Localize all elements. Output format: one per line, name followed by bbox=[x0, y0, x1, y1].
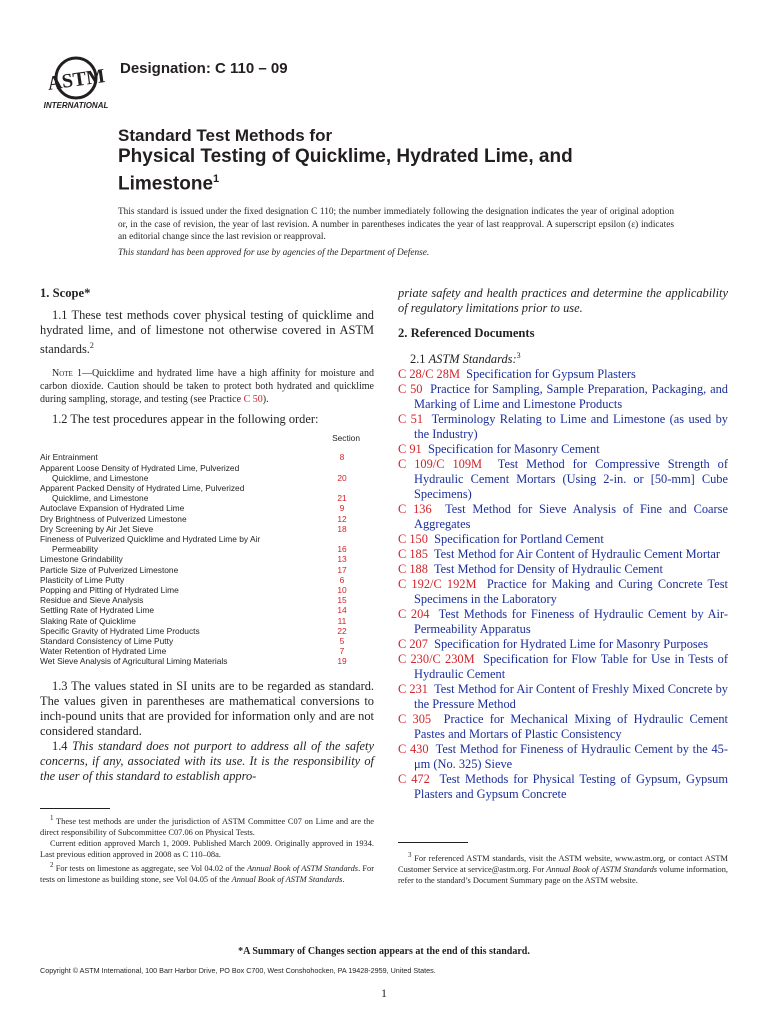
summary-notice: *A Summary of Changes section appears at the end of this standard. bbox=[238, 946, 530, 957]
reference-code[interactable]: C 430 bbox=[398, 742, 429, 757]
procedure-row bbox=[40, 503, 374, 513]
note-end: ). bbox=[262, 394, 269, 406]
reference-item[interactable] bbox=[398, 457, 728, 502]
procedure-name: Wet Sieve Analysis of Agricultural Liming Materials bbox=[40, 656, 228, 667]
reference-title[interactable]: Specification for Portland Cement bbox=[434, 532, 604, 547]
footnote-2-book-1: Annual Book of ASTM Standards bbox=[246, 863, 359, 873]
footnote-2-text-a: For tests on limestone as aggregate, see Vol 04.02 of the bbox=[53, 863, 247, 873]
procedure-row bbox=[40, 565, 374, 575]
reference-code[interactable]: C 150 bbox=[398, 532, 428, 547]
title-line-3-text: Limestone bbox=[118, 173, 214, 195]
procedure-name: Particle Size of Pulverized Limestone bbox=[40, 564, 179, 575]
scope-1-2: 1.2 The test procedures appear in the following order: bbox=[52, 412, 319, 427]
procedure-section-link[interactable]: 5 bbox=[339, 635, 345, 646]
reference-code[interactable]: C 188 bbox=[398, 562, 428, 577]
subsection-label: ASTM Standards: bbox=[428, 352, 517, 367]
procedure-name: Limestone Grindability bbox=[40, 554, 123, 565]
reference-title[interactable]: Test Method for Fineness of Hydraulic Cement by the 45-μm (No. 325) Sieve bbox=[414, 742, 728, 772]
reference-item[interactable] bbox=[398, 682, 728, 712]
procedure-section-link[interactable]: 10 bbox=[337, 584, 347, 595]
reference-item[interactable] bbox=[398, 637, 728, 652]
scope-1-1-text: 1.1 These test methods cover physical testing of quicklime and hydrated lime, and of limestone not otherwise covered in ASTM standards. bbox=[40, 308, 374, 357]
procedure-row bbox=[40, 452, 374, 462]
reference-code[interactable]: C 305 bbox=[398, 712, 432, 727]
reference-code[interactable]: C 109/C 109M bbox=[398, 457, 483, 472]
footnote-2-mark: 2 bbox=[50, 860, 54, 869]
section-column-header: Section bbox=[332, 433, 360, 444]
footnote-3-text-b: volume information, refer to the standard’s Document Summary page on the ASTM website. bbox=[398, 864, 728, 885]
title-line-2: Physical Testing of Quicklime, Hydrated Lime, and bbox=[118, 146, 573, 167]
footnote-1-mark: 1 bbox=[50, 814, 54, 822]
scope-heading: 1. Scope* bbox=[40, 286, 91, 300]
reference-item[interactable] bbox=[398, 382, 728, 412]
scope-1-4-continued: priate safety and health practices and determine the applicability of regulatory limitations prior to use. bbox=[398, 286, 728, 315]
reference-code[interactable]: C 230/C 230M bbox=[398, 652, 475, 667]
reference-title[interactable]: Test Method for Air Content of Hydraulic Cement Mortar bbox=[433, 547, 721, 562]
reference-code[interactable]: C 136 bbox=[398, 502, 432, 517]
reference-item[interactable] bbox=[398, 547, 728, 562]
footnote-3-text-a: For referenced ASTM standards, visit the ASTM website, www.astm.org, or contact ASTM Customer Service at service@astm.org. For bbox=[398, 853, 728, 874]
footnote-ref-2: 2 bbox=[89, 341, 94, 350]
note-link-c50[interactable]: C 50 bbox=[243, 394, 263, 406]
title-line-3 bbox=[118, 168, 678, 195]
reference-item[interactable] bbox=[398, 532, 728, 547]
document-title bbox=[118, 126, 678, 195]
svg-text:INTERNATIONAL: INTERNATIONAL bbox=[43, 101, 109, 110]
procedure-section-link[interactable]: 20 bbox=[337, 472, 347, 483]
title-footnote-mark: 1 bbox=[213, 173, 220, 185]
procedure-section-link[interactable]: 22 bbox=[337, 625, 347, 636]
reference-item[interactable] bbox=[398, 742, 728, 772]
procedure-row bbox=[40, 524, 374, 534]
procedure-section-link[interactable]: 18 bbox=[337, 523, 347, 534]
reference-title[interactable]: Test Method for Sieve Analysis of Fine and Coarse Aggregates bbox=[414, 502, 728, 532]
reference-code[interactable]: C 28/C 28M bbox=[398, 367, 460, 382]
reference-title[interactable]: Test Method for Compressive Strength of Hydraulic Cement Mortars (Using 2-in. or [50-mm] Cube Specimens) bbox=[414, 457, 728, 502]
reference-code[interactable]: C 204 bbox=[398, 607, 430, 622]
reference-code[interactable]: C 91 bbox=[398, 442, 422, 457]
reference-code[interactable]: C 51 bbox=[398, 412, 424, 427]
scope-1-4 bbox=[40, 739, 374, 784]
procedure-name: Dry Brightness of Pulverized Limestone bbox=[40, 513, 187, 524]
svg-text:ASTM: ASTM bbox=[46, 65, 107, 95]
procedure-section-link[interactable]: 9 bbox=[339, 503, 345, 514]
issuance-note: This standard is issued under the fixed designation C 110; the number immediately following the designation indicates the year of original adoption or, in the case of revision, the year of last revision. A number in parentheses indicates the year of last reapproval. A superscript epsilon (ε) indicates an editorial change since the last revision or reapproval. bbox=[118, 207, 674, 242]
footnote-1-edition: Current edition approved March 1, 2009. Published March 2009. Originally approved in 1934. Last previous edition approved in 2008 as C 110–08a. bbox=[40, 838, 374, 859]
reference-item[interactable] bbox=[398, 772, 728, 802]
procedure-section-link[interactable]: 12 bbox=[337, 513, 347, 524]
reference-item[interactable] bbox=[398, 652, 728, 682]
page-number: 1 bbox=[381, 986, 387, 1000]
procedure-row bbox=[40, 585, 374, 595]
footnote-2-book-2: Annual Book of ASTM Standards bbox=[231, 874, 343, 884]
note-1 bbox=[40, 367, 374, 406]
reference-item[interactable] bbox=[398, 712, 728, 742]
procedure-section-link[interactable]: 13 bbox=[337, 554, 347, 565]
procedure-row bbox=[40, 626, 374, 636]
procedure-section-link[interactable]: 14 bbox=[337, 605, 347, 616]
scope-1-4-text: This standard does not purport to address all of the safety concerns, if any, associated with its use. It is the responsibility of the user of this standard to establish appro- bbox=[40, 738, 374, 783]
right-column bbox=[398, 286, 728, 802]
footnote-1-text: These test methods are under the jurisdiction of ASTM Committee C07 on Lime and are the direct responsibility of Subcommittee C07.06 on Physical Tests. bbox=[40, 816, 374, 837]
procedure-name: Specific Gravity of Hydrated Lime Products bbox=[40, 625, 200, 636]
procedure-name: Autoclave Expansion of Hydrated Lime bbox=[40, 503, 185, 514]
reference-title[interactable]: Practice for Mechanical Mixing of Hydraulic Cement Pastes and Mortars of Plastic Consistency bbox=[414, 712, 728, 742]
reference-item[interactable] bbox=[398, 412, 728, 442]
procedure-name: Residue and Sieve Analysis bbox=[40, 595, 144, 606]
scope-1-1 bbox=[40, 308, 374, 357]
procedure-name: Air Entrainment bbox=[40, 452, 98, 463]
procedure-table bbox=[40, 433, 374, 666]
procedure-name: Apparent Packed Density of Hydrated Lime, Pulverized bbox=[40, 482, 245, 493]
reference-title[interactable]: Specification for Gypsum Plasters bbox=[466, 367, 636, 382]
procedure-name: Fineness of Pulverized Quicklime and Hydrated Lime by Air bbox=[40, 533, 261, 544]
reference-list bbox=[398, 367, 728, 802]
reference-title[interactable]: Test Methods for Fineness of Hydraulic Cement by Air-Permeability Apparatus bbox=[414, 607, 729, 637]
procedure-name-continued: Quicklime, and Limestone bbox=[52, 472, 149, 483]
footnotes-right bbox=[398, 850, 728, 886]
scope-1-4-num: 1.4 bbox=[52, 738, 73, 753]
reference-code[interactable]: C 472 bbox=[398, 772, 430, 787]
reference-title[interactable]: Practice for Sampling, Sample Preparation, Packaging, and Marking of Lime and Limestone Products bbox=[414, 382, 728, 412]
procedure-name-continued: Quicklime, and Limestone bbox=[52, 493, 149, 504]
procedure-row bbox=[40, 463, 374, 483]
title-line-1: Standard Test Methods for bbox=[118, 126, 333, 145]
footnote-3 bbox=[398, 850, 728, 886]
procedure-name: Water Retention of Hydrated Lime bbox=[40, 646, 167, 657]
reference-item[interactable] bbox=[398, 367, 728, 382]
astm-standards-label bbox=[398, 348, 728, 367]
reference-item[interactable] bbox=[398, 562, 728, 577]
procedure-name: Dry Screening by Air Jet Sieve bbox=[40, 523, 154, 534]
footnote-2-text-b: . For tests on limestone as building stone, see Vol 04.05 of the bbox=[40, 863, 374, 884]
reference-item[interactable] bbox=[398, 577, 728, 607]
procedure-name: Apparent Loose Density of Hydrated Lime, Pulverized bbox=[40, 462, 240, 473]
procedure-name: Slaking Rate of Quicklime bbox=[40, 615, 136, 626]
astm-logo bbox=[38, 56, 114, 112]
scope-1-3: 1.3 The values stated in SI units are to be regarded as standard. The values given in parentheses are mathematical conversions to inch-pound units that are provided for information only and are not considered standard. bbox=[40, 678, 374, 738]
reference-title[interactable]: Practice for Making and Curing Concrete Test Specimens in the Laboratory bbox=[414, 577, 729, 607]
footnote-rule-left bbox=[40, 808, 110, 809]
note-label: Note bbox=[52, 368, 73, 380]
procedure-rows bbox=[40, 452, 374, 666]
approval-note: This standard has been approved for use by agencies of the Department of Defense. bbox=[118, 248, 430, 258]
footnote-ref-3: 3 bbox=[516, 351, 521, 360]
procedure-section-link[interactable]: 21 bbox=[337, 493, 347, 504]
procedure-row bbox=[40, 514, 374, 524]
reference-item[interactable] bbox=[398, 502, 728, 532]
procedure-name: Plasticity of Lime Putty bbox=[40, 574, 125, 585]
left-column bbox=[40, 286, 374, 784]
procedure-row bbox=[40, 636, 374, 646]
reference-code[interactable]: C 231 bbox=[398, 682, 429, 697]
copyright-line: Copyright © ASTM International, 100 Barr Harbor Drive, PO Box C700, West Conshohocken, PA 19428-2959, United States. bbox=[40, 966, 436, 975]
reference-code[interactable]: C 192/C 192M bbox=[398, 577, 477, 592]
procedure-row bbox=[40, 483, 374, 503]
footnotes-left bbox=[40, 813, 374, 885]
subsection-number: 2.1 bbox=[410, 352, 429, 367]
reference-title[interactable]: Specification for Flow Table for Use in Tests of Hydraulic Cement bbox=[414, 652, 728, 682]
procedure-row bbox=[40, 554, 374, 564]
reference-title[interactable]: Specification for Masonry Cement bbox=[427, 442, 600, 457]
footnote-1 bbox=[40, 813, 374, 838]
reference-code[interactable]: C 185 bbox=[398, 547, 428, 562]
procedure-name-continued: Permeability bbox=[52, 544, 99, 555]
reference-code[interactable]: C 50 bbox=[398, 382, 423, 397]
procedure-name: Standard Consistency of Lime Putty bbox=[40, 635, 174, 646]
reference-item[interactable] bbox=[398, 442, 728, 457]
procedure-row bbox=[40, 595, 374, 605]
footnote-2-text-c: . bbox=[342, 874, 345, 884]
note-text: 1—Quicklime and hydrated lime have a high affinity for moisture and carbon dioxide. Caution should be taken to protect both hydrated and quicklime during sampling, storage, and testing (see Practice bbox=[40, 368, 374, 406]
procedure-row bbox=[40, 534, 374, 554]
reference-title[interactable]: Specification for Hydrated Lime for Masonry Purposes bbox=[434, 637, 709, 652]
procedure-row bbox=[40, 616, 374, 626]
references-heading: 2. Referenced Documents bbox=[398, 326, 535, 340]
procedure-section-link[interactable]: 7 bbox=[339, 646, 345, 657]
procedure-section-link[interactable]: 16 bbox=[337, 544, 347, 555]
reference-title[interactable]: Test Methods for Physical Testing of Gypsum, Gypsum Plasters and Gypsum Concrete bbox=[414, 772, 728, 802]
footnote-3-mark: 3 bbox=[408, 851, 412, 859]
reference-title[interactable]: Test Method for Density of Hydraulic Cement bbox=[433, 562, 663, 577]
footnote-2 bbox=[40, 860, 374, 885]
reference-code[interactable]: C 207 bbox=[398, 637, 428, 652]
procedure-row bbox=[40, 656, 374, 666]
procedure-row bbox=[40, 605, 374, 615]
procedure-section-link[interactable]: 17 bbox=[337, 564, 347, 575]
procedure-name: Settling Rate of Hydrated Lime bbox=[40, 605, 155, 616]
procedure-section-link[interactable]: 19 bbox=[337, 656, 347, 667]
procedure-row bbox=[40, 646, 374, 656]
procedure-section-link[interactable]: 8 bbox=[339, 452, 345, 463]
procedure-section-link[interactable]: 11 bbox=[337, 615, 347, 626]
procedure-section-link[interactable]: 6 bbox=[339, 574, 345, 585]
reference-item[interactable] bbox=[398, 607, 728, 637]
procedure-row bbox=[40, 575, 374, 585]
designation: Designation: C 110 – 09 bbox=[120, 60, 288, 77]
procedure-section-link[interactable]: 15 bbox=[337, 595, 347, 606]
procedure-name: Popping and Pitting of Hydrated Lime bbox=[40, 584, 179, 595]
reference-title[interactable]: Terminology Relating to Lime and Limestone (as used by the Industry) bbox=[414, 412, 728, 442]
footnote-rule-right bbox=[398, 842, 468, 843]
footnote-3-book: Annual Book of ASTM Standards bbox=[546, 864, 658, 874]
reference-title[interactable]: Test Method for Air Content of Freshly Mixed Concrete by the Pressure Method bbox=[414, 682, 728, 712]
